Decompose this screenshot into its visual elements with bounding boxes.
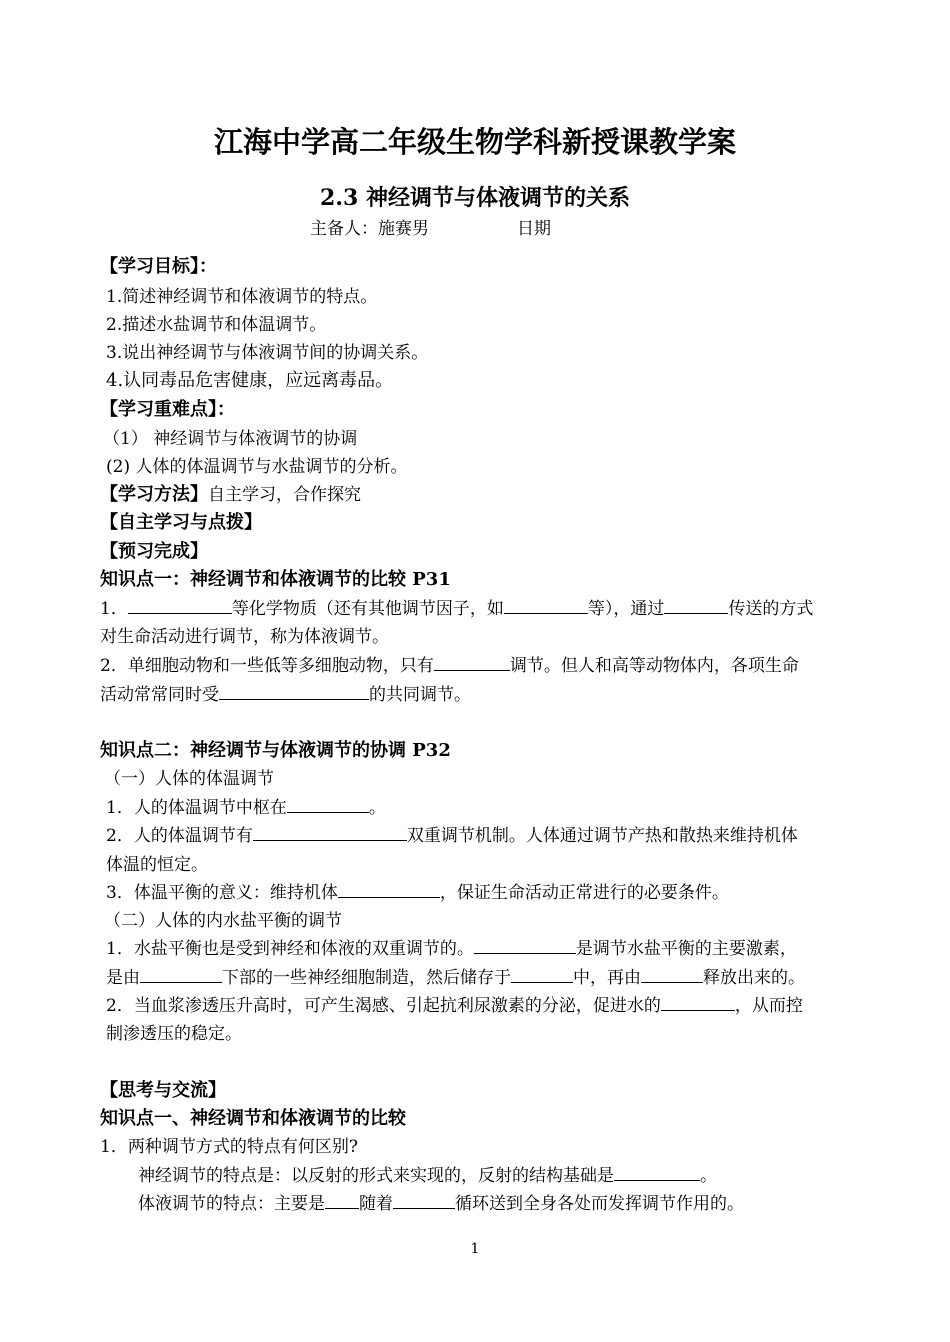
kp2-subheading-temperature: （一）人体的体温调节 (104, 769, 274, 789)
kp1-question-1-cont: 对生命活动进行调节，称为体液调节。 (100, 627, 389, 647)
answer-blank[interactable] (511, 967, 573, 983)
answer-blank[interactable] (614, 1165, 700, 1181)
text: 1．人的体温调节中枢在 (106, 798, 287, 818)
goal-item: 4.认同毒品危害健康，应远离毒品。 (106, 370, 394, 391)
kp2-water-2 (106, 995, 803, 1017)
text: 是调节水盐平衡的主要激素， (575, 939, 797, 959)
answer-blank[interactable] (641, 967, 703, 983)
text: ，从而控 (734, 996, 803, 1016)
page-number: 1 (470, 1241, 480, 1257)
neural-feature (138, 1165, 717, 1187)
method-line (100, 484, 361, 506)
answer-blank[interactable] (474, 938, 576, 954)
text: 调节。但人和高等动物体内，各项生命 (509, 656, 799, 676)
answer-blank[interactable] (434, 655, 510, 671)
kp2-temp-3 (106, 882, 729, 904)
text: 是由 (106, 968, 140, 988)
text: 。 (700, 1166, 717, 1186)
text: 活动常常同时受 (100, 685, 219, 705)
text: 的共同调节。 (369, 685, 471, 705)
text: 3．体温平衡的意义：维持机体 (106, 883, 338, 903)
key-point-item: （1） 神经调节与体液调节的协调 (103, 429, 358, 449)
text: 2．人的体温调节有 (106, 826, 253, 846)
think-heading: 【思考与交流】 (100, 1080, 226, 1101)
answer-blank[interactable] (504, 598, 588, 614)
humoral-feature (138, 1193, 744, 1215)
preparer: 主备人：施赛男 (310, 219, 429, 239)
key-points-heading: 【学习重难点】： (100, 399, 235, 420)
text: 随着 (359, 1194, 393, 1214)
think-kp1-heading: 知识点一、神经调节和体液调节的比较 (100, 1108, 406, 1129)
self-study-heading: 【自主学习与点拨】 (100, 512, 262, 533)
text: 1． (100, 599, 128, 619)
date-label: 日期 (517, 219, 551, 239)
text: 等），通过 (587, 599, 665, 619)
goals-heading: 【学习目标】： (100, 256, 217, 277)
text: 2．当血浆渗透压升高时，可产生渴感、引起抗利尿激素的分泌，促进水的 (106, 996, 661, 1016)
answer-blank[interactable] (219, 684, 369, 700)
lesson-subtitle: 2.3 神经调节与体液调节的关系 (320, 185, 630, 211)
goal-item: 1.简述神经调节和体液调节的特点。 (106, 287, 378, 307)
kp1-question-1 (100, 598, 813, 620)
kp2-subheading-water-salt: （二）人体的内水盐平衡的调节 (104, 911, 342, 931)
text: 神经调节的特点是：以反射的形式来实现的，反射的结构基础是 (138, 1166, 614, 1186)
answer-blank[interactable] (287, 797, 369, 813)
think-question-1: 1．两种调节方式的特点有何区别? (100, 1137, 358, 1157)
text: 体液调节的特点：主要是 (138, 1194, 325, 1214)
goal-item: 2.描述水盐调节和体温调节。 (106, 315, 327, 335)
text: 中，再由 (573, 968, 641, 988)
goal-item: 3.说出神经调节与体液调节间的协调关系。 (106, 343, 429, 363)
text: 双重调节机制。人体通过调节产热和散热来维持机体 (406, 826, 798, 846)
text: 1．水盐平衡也是受到神经和体液的双重调节的。 (106, 939, 474, 959)
text: 下部的一些神经细胞制造，然后储存于 (222, 968, 511, 988)
kp1-question-2 (100, 655, 799, 677)
text: 。 (368, 798, 386, 818)
kp2-temp-1 (106, 797, 386, 819)
key-point-item: (2) 人体的体温调节与水盐调节的分析。 (106, 457, 408, 477)
document-title: 江海中学高二年级生物学科新授课教学案 (213, 125, 736, 159)
kp1-heading: 知识点一：神经调节和体液调节的比较 P31 (100, 569, 451, 590)
answer-blank[interactable] (664, 598, 728, 614)
answer-blank[interactable] (325, 1193, 359, 1209)
text: 等化学物质（还有其他调节因子，如 (231, 599, 504, 619)
answer-blank[interactable] (140, 967, 222, 983)
text: 传送的方式 (728, 599, 814, 619)
kp2-water-1 (106, 938, 797, 960)
kp2-temp-2 (106, 825, 798, 847)
method-text: 自主学习，合作探究 (208, 485, 361, 505)
answer-blank[interactable] (128, 598, 232, 614)
text: 释放出来的。 (703, 968, 805, 988)
text: 循环送到全身各处而发挥调节作用的。 (455, 1194, 744, 1214)
kp2-temp-2-cont: 体温的恒定。 (106, 855, 208, 875)
preview-heading: 【预习完成】 (100, 541, 208, 562)
kp1-question-2-cont (100, 684, 471, 706)
answer-blank[interactable] (661, 995, 735, 1011)
preparer-line (310, 218, 551, 240)
answer-blank[interactable] (393, 1193, 455, 1209)
kp2-water-2-cont: 制渗透压的稳定。 (106, 1024, 242, 1044)
text: 2．单细胞动物和一些低等多细胞动物，只有 (100, 656, 434, 676)
method-heading: 【学习方法】 (100, 484, 208, 505)
kp2-heading: 知识点二：神经调节与体液调节的协调 P32 (100, 740, 451, 761)
kp2-water-1-cont (106, 967, 805, 989)
answer-blank[interactable] (253, 825, 407, 841)
answer-blank[interactable] (338, 882, 440, 898)
text: ，保证生命活动正常进行的必要条件。 (439, 883, 729, 903)
